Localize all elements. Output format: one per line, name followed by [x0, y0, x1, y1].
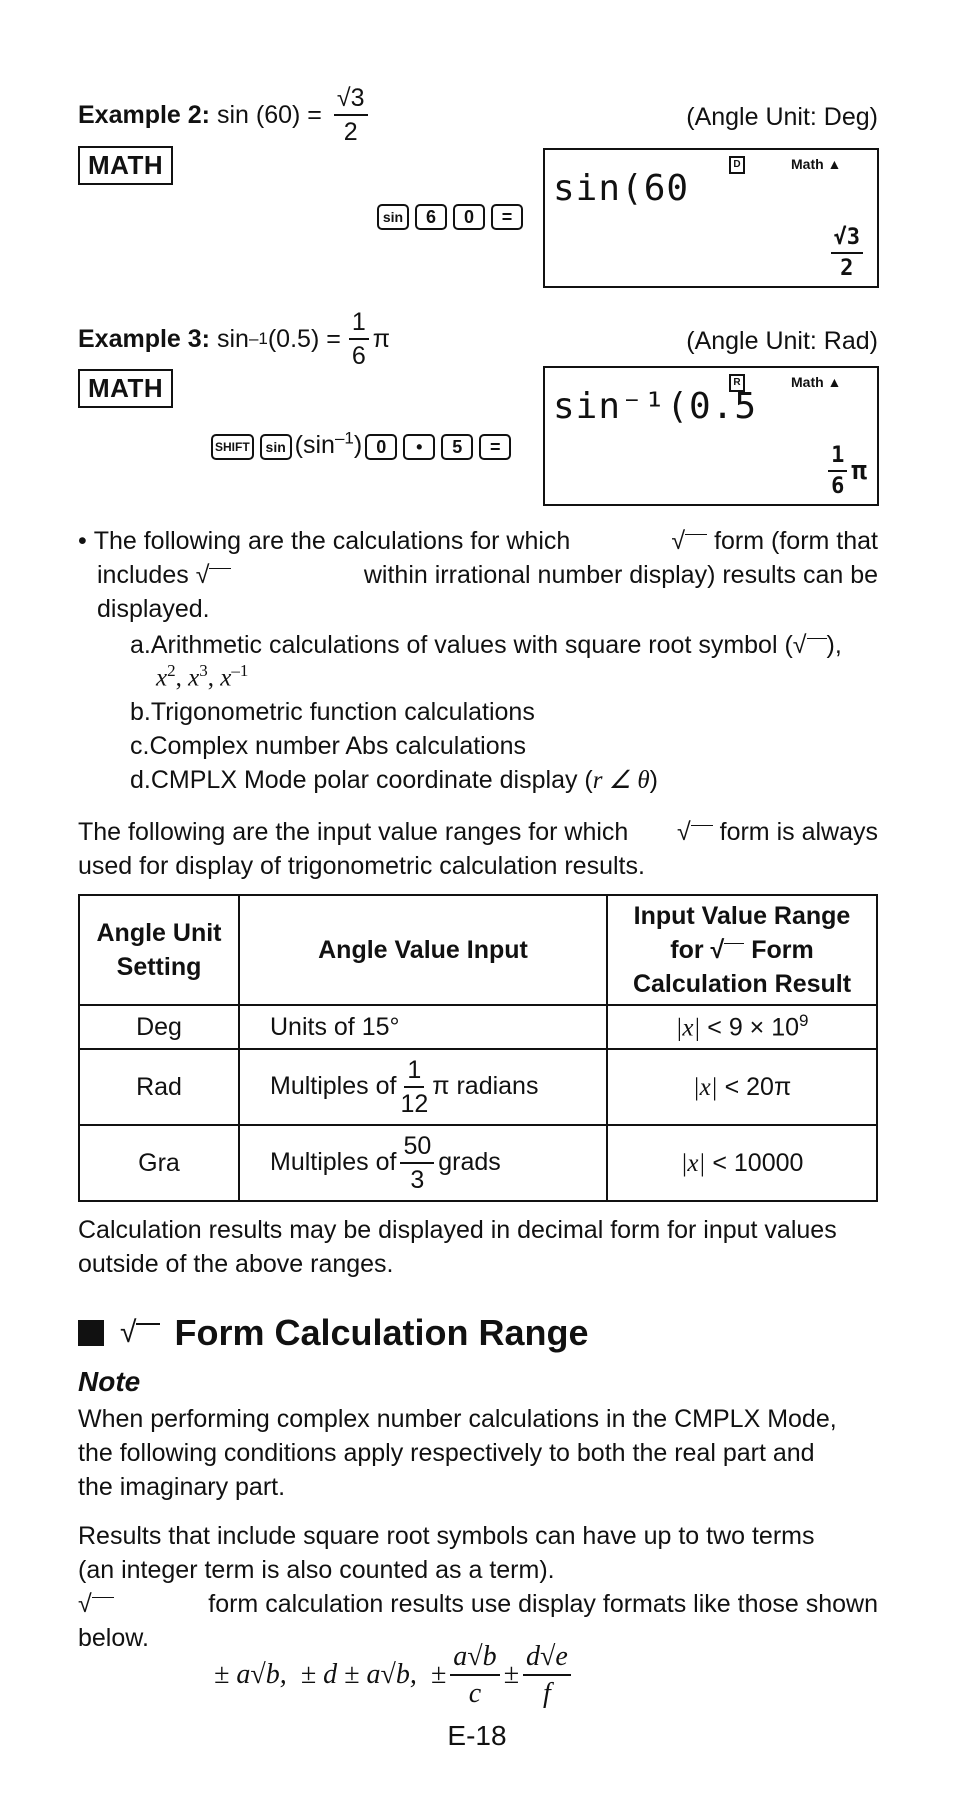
- key-sequence: [374, 204, 526, 230]
- list-item: a.Arithmetic calculations of values with square root symbol (√ ),: [130, 631, 842, 659]
- bullet-paragraph: • The following are the calculations for which √ form (form that includes √ within irrational number display) results can be displayed.: [78, 527, 878, 623]
- sqrt-icon: √: [78, 1590, 92, 1618]
- table-header-row: [79, 895, 877, 1005]
- rad-indicator: R: [729, 374, 745, 392]
- header-angle-unit: Angle Unit Setting: [79, 895, 239, 1005]
- example-expression: sin (60) =: [216, 101, 322, 129]
- square-bullet-icon: [78, 1320, 104, 1346]
- sqrt-icon: √: [336, 83, 351, 112]
- intro-paragraph: The following are the input value ranges for which √ form is always used for display of trigonometric calculation results.: [78, 818, 878, 880]
- sqrt-icon: √: [792, 631, 807, 659]
- note-paragraph-2: Results that include square root symbols can have up to two terms (an integer term is also counted as a term).: [78, 1522, 815, 1584]
- sin-key: sin: [260, 434, 292, 460]
- display-formats-formula: ± a√b, ± d ± a√b, ± $\frac{a√b}{c}$ ± $\frac{d√e}{f}$: [214, 1640, 575, 1710]
- example-label: Example 2:: [78, 101, 211, 129]
- zero-key: 0: [365, 434, 397, 460]
- calculator-display: [543, 366, 879, 506]
- list-item: b.Trigonometric function calculations: [130, 698, 535, 727]
- table-row: Rad Multiples of $\frac{1}{12}$ π radians |x| < 20π: [79, 1049, 877, 1125]
- equals-key: =: [491, 204, 523, 230]
- page-number: E-18: [447, 1720, 507, 1751]
- math-mode-badge: MATH: [78, 146, 173, 185]
- pi-symbol: π: [372, 325, 390, 353]
- item-list: [130, 628, 890, 798]
- example-label: Example 3:: [78, 325, 211, 353]
- list-item: d.CMPLX Mode polar coordinate display (r ∠ θ): [130, 766, 658, 795]
- sqrt-icon: √: [195, 561, 210, 589]
- lcd-entry: sin(60: [553, 168, 690, 209]
- math-mode-badge: MATH: [78, 369, 173, 408]
- range-table: [78, 894, 878, 1202]
- sqrt-icon: √: [676, 818, 691, 846]
- lcd-result: $\frac{√3}{2}$: [827, 227, 868, 280]
- equals-key: =: [479, 434, 511, 460]
- six-key: 6: [415, 204, 447, 230]
- sqrt-icon: √: [120, 1316, 137, 1349]
- fraction: $\frac{1}{6}$: [349, 310, 369, 369]
- sqrt-icon: √: [671, 527, 686, 555]
- shift-key: SHIFT: [211, 434, 254, 460]
- example-2-title: [78, 83, 372, 146]
- list-item: c.Complex number Abs calculations: [130, 732, 527, 761]
- table-row: Gra Multiples of $\frac{50}{3}$ grads |x| < 10000: [79, 1125, 877, 1201]
- key-note: $(\sin^{-1})$: [294, 429, 363, 460]
- math-indicator: Math ▲: [791, 156, 842, 172]
- note-heading: Note: [78, 1366, 141, 1397]
- math-indicator: Math ▲: [791, 374, 842, 390]
- section-heading: [78, 1312, 589, 1354]
- decimal-point-key: •: [403, 434, 435, 460]
- lcd-entry: sin⁻¹(0.5: [553, 386, 758, 427]
- five-key: 5: [441, 434, 473, 460]
- deg-indicator: D: [729, 156, 745, 174]
- example-expression: sin: [216, 325, 249, 353]
- zero-key: 0: [453, 204, 485, 230]
- table-row: Deg Units of 15° $|x| < 9 \times 10^9$: [79, 1005, 877, 1049]
- sqrt-icon: √: [710, 936, 725, 964]
- example-3-title: Example 3: sin –1 (0.5) = $\frac{1}{6}$ π: [78, 307, 390, 370]
- powers-line: $x^2$, $x^3$, $x^{-1}$: [156, 661, 249, 692]
- lcd-result: $\frac{1}{6}$ π: [824, 445, 867, 498]
- header-angle-value: Angle Value Input: [239, 895, 607, 1005]
- sin-key: sin: [377, 204, 409, 230]
- header-input-range: Input Value Range for √ Form Calculation Result: [607, 895, 877, 1005]
- calculator-display: [543, 148, 879, 288]
- angle-unit-label: (Angle Unit: Rad): [686, 327, 878, 355]
- note-paragraph-3: √ form calculation results use display formats like those shown below.: [78, 1590, 878, 1652]
- note-paragraph-1: When performing complex number calculations in the CMPLX Mode, the following conditions apply respectively to both the real part and the imaginary part.: [78, 1405, 837, 1501]
- after-table-paragraph: Calculation results may be displayed in decimal form for input values outside of the above ranges.: [78, 1216, 837, 1278]
- angle-unit-label: (Angle Unit: Deg): [686, 103, 878, 131]
- key-sequence: [208, 422, 514, 462]
- section-title: Form Calculation Range: [174, 1312, 589, 1353]
- fraction: $\frac{√3}{2}$: [334, 86, 368, 145]
